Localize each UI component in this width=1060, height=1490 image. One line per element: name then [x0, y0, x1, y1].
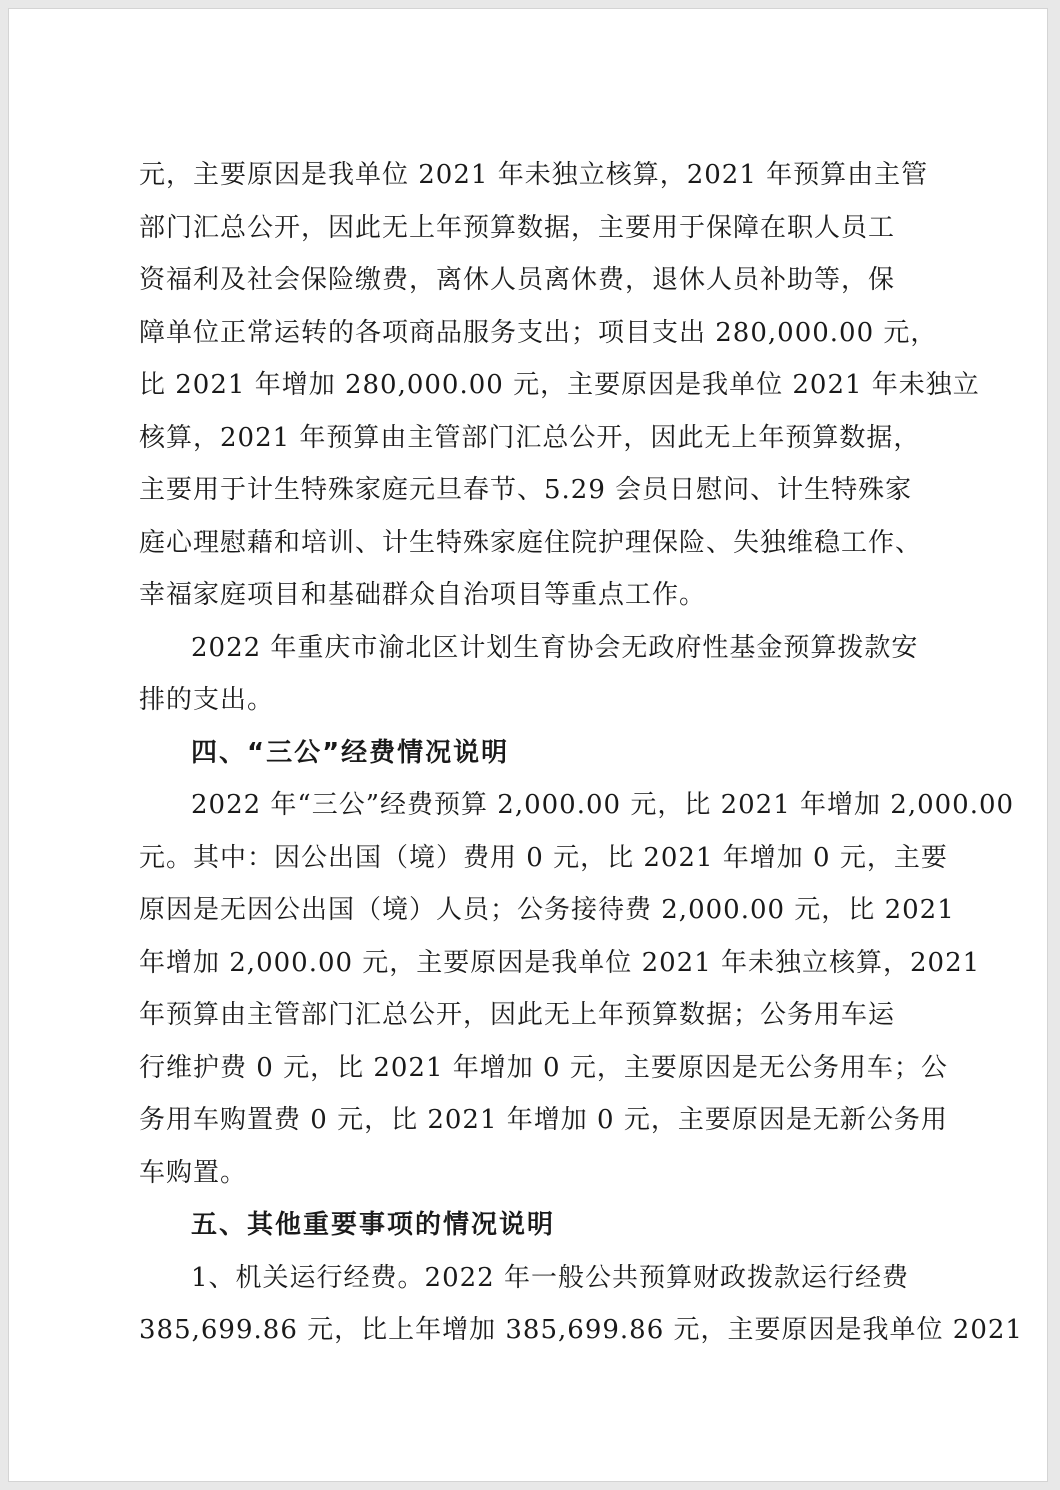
text-line: 385,699.86 元，比上年增加 385,699.86 元，主要原因是我单位 2021 [139, 1315, 1023, 1345]
text-line: 年预算由主管部门汇总公开，因此无上年预算数据；公务用车运 [139, 1000, 896, 1030]
text-line: 2022 年重庆市渝北区计划生育协会无政府性基金预算拨款安 [191, 632, 919, 663]
text-line: 部门汇总公开，因此无上年预算数据，主要用于保障在职人员工 [139, 212, 896, 243]
text-line: 2022 年“三公”经费预算 2,000.00 元，比 2021 年增加 2,000.00 [191, 790, 1015, 820]
text-line: 原因是无因公出国（境）人员；公务接待费 2,000.00 元，比 2021 [139, 895, 955, 925]
text-line: 幸福家庭项目和基础群众自治项目等重点工作。 [139, 580, 707, 610]
text-line: 元。其中：因公出国（境）费用 0 元，比 2021 年增加 0 元，主要 [139, 842, 948, 873]
text-line: 排的支出。 [139, 685, 275, 715]
text-line: 庭心理慰藉和培训、计生特殊家庭住院护理保险、失独维稳工作、 [139, 527, 923, 558]
text-line: 核算，2021 年预算由主管部门汇总公开，因此无上年预算数据， [139, 422, 921, 453]
section-heading-other-matters: 五、其他重要事项的情况说明 [191, 1210, 556, 1240]
text-line: 元，主要原因是我单位 2021 年未独立核算，2021 年预算由主管 [139, 160, 929, 190]
text-line: 车购置。 [139, 1157, 248, 1188]
text-line: 务用车购置费 0 元，比 2021 年增加 0 元，主要原因是无新公务用 [139, 1105, 948, 1135]
document-page [8, 8, 1048, 1482]
text-line: 资福利及社会保险缴费，离休人员离休费，退休人员补助等，保 [139, 265, 896, 295]
section-heading-sangong: 四、“三公”经费情况说明 [191, 737, 510, 768]
text-line: 主要用于计生特殊家庭元旦春节、5.29 会员日慰问、计生特殊家 [139, 475, 913, 505]
text-line: 行维护费 0 元，比 2021 年增加 0 元，主要原因是无公务用车；公 [139, 1052, 948, 1083]
text-line: 障单位正常运转的各项商品服务支出；项目支出 280,000.00 元， [139, 317, 938, 348]
text-line: 比 2021 年增加 280,000.00 元，主要原因是我单位 2021 年未独立 [139, 370, 980, 400]
page-body [139, 149, 1023, 1357]
text-line: 年增加 2,000.00 元，主要原因是我单位 2021 年未独立核算，2021 [139, 947, 981, 978]
text-line: 1、机关运行经费。2022 年一般公共预算财政拨款运行经费 [191, 1262, 909, 1293]
